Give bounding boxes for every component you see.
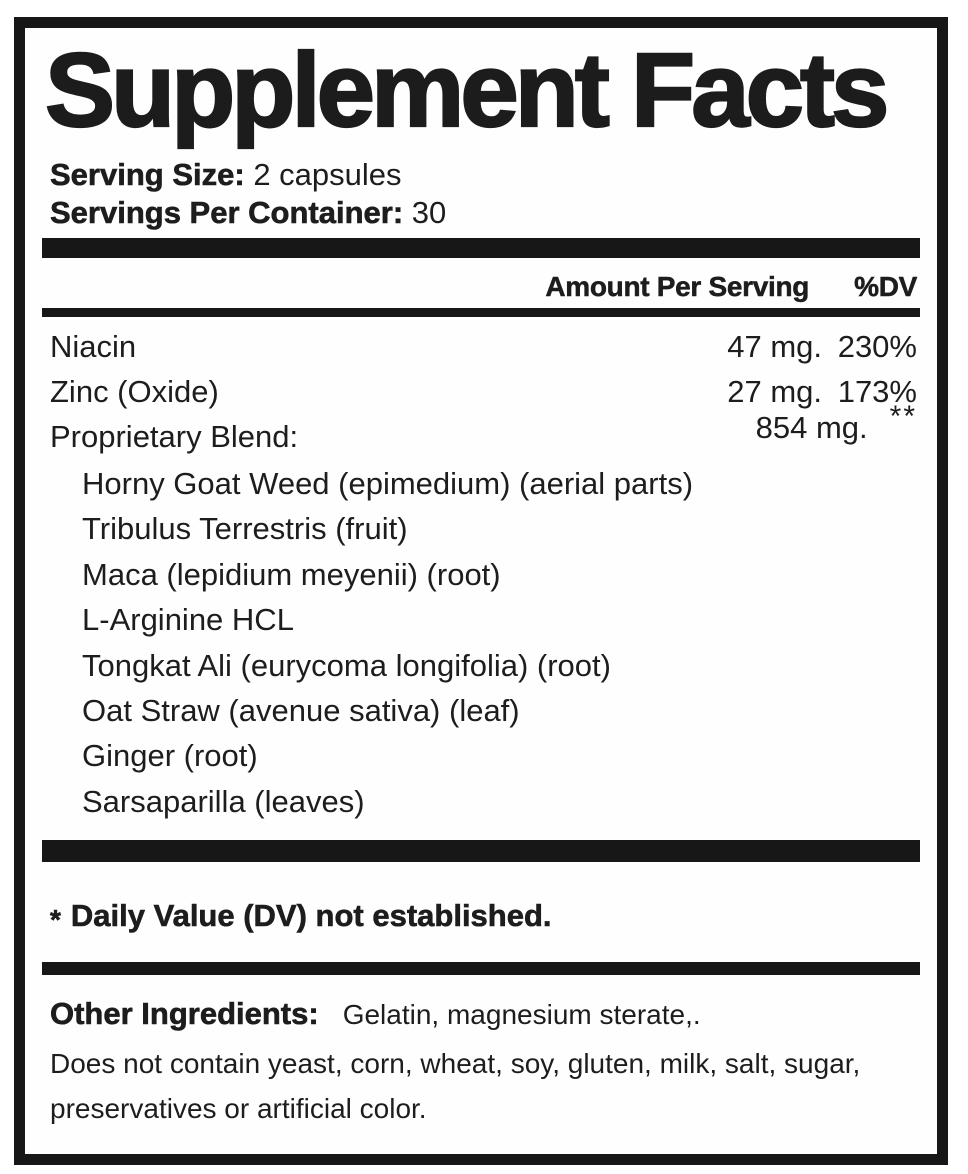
other-ingredients-label: Other Ingredients: [50, 996, 319, 1031]
nutrient-amount: 47 mg. [727, 329, 822, 364]
nutrient-dv: 230% [837, 329, 917, 364]
page-title: Supplement Facts [45, 32, 886, 149]
supplement-facts-panel [14, 17, 948, 1165]
proprietary-blend-row [50, 400, 917, 456]
servings-per-container-row [50, 194, 446, 232]
other-ingredients-row [50, 995, 930, 1034]
list-item: Oat Straw (avenue sativa) (leaf) [82, 693, 520, 729]
no-dv-asterisks: ** [889, 400, 917, 433]
nutrient-name: Niacin [50, 329, 137, 364]
daily-value-footnote [50, 897, 552, 936]
nutrient-table [50, 324, 917, 414]
column-header-row [50, 271, 917, 303]
table-row [50, 324, 917, 369]
list-item: Tongkat Ali (eurycoma longifolia) (root) [82, 647, 611, 683]
blend-ingredient-list [82, 461, 693, 824]
serving-info [50, 156, 446, 232]
thick-separator-bar-middle [42, 840, 920, 862]
list-item: Ginger (root) [82, 738, 258, 774]
list-item: Horny Goat Weed (epimedium) (aerial parts) [82, 466, 694, 501]
disclaimer-line: preservatives or artificial color. [50, 1093, 427, 1124]
list-item: L-Arginine HCL [82, 602, 294, 638]
other-ingredients-value: Gelatin, magnesium sterate,. [342, 999, 701, 1030]
nutrient-name: Zinc (Oxide) [50, 374, 219, 409]
daily-value-footnote-text: Daily Value (DV) not established. [70, 898, 552, 933]
header-rule [42, 308, 920, 317]
nutrient-amount: 854 mg. [755, 410, 868, 445]
serving-size-label: Serving Size: [50, 157, 245, 192]
asterisk-mark: * [50, 904, 61, 935]
list-item: Maca (lepidium meyenii) (root) [82, 556, 501, 592]
serving-size-value: 2 capsules [253, 157, 402, 192]
proprietary-blend-amount-group [755, 400, 917, 447]
table-row [50, 369, 917, 414]
list-item: Tribulus Terrestris (fruit) [82, 511, 408, 547]
serving-size-row [50, 156, 446, 194]
nutrient-dv: 173% [837, 374, 917, 409]
servings-per-container-label: Servings Per Container: [50, 195, 404, 230]
servings-per-container-value: 30 [411, 195, 447, 230]
column-header-dv: %DV [854, 271, 917, 302]
separator-bar-bottom [42, 962, 920, 975]
thick-separator-bar-top [42, 238, 920, 258]
disclaimer-line: Does not contain yeast, corn, wheat, soy, gluten, milk, salt, sugar, [50, 1048, 861, 1079]
nutrient-name: Proprietary Blend: [50, 419, 299, 454]
list-item: Sarsaparilla (leaves) [82, 783, 365, 819]
nutrient-amount: 27 mg. [727, 374, 822, 409]
column-header-amount: Amount Per Serving [545, 271, 810, 302]
